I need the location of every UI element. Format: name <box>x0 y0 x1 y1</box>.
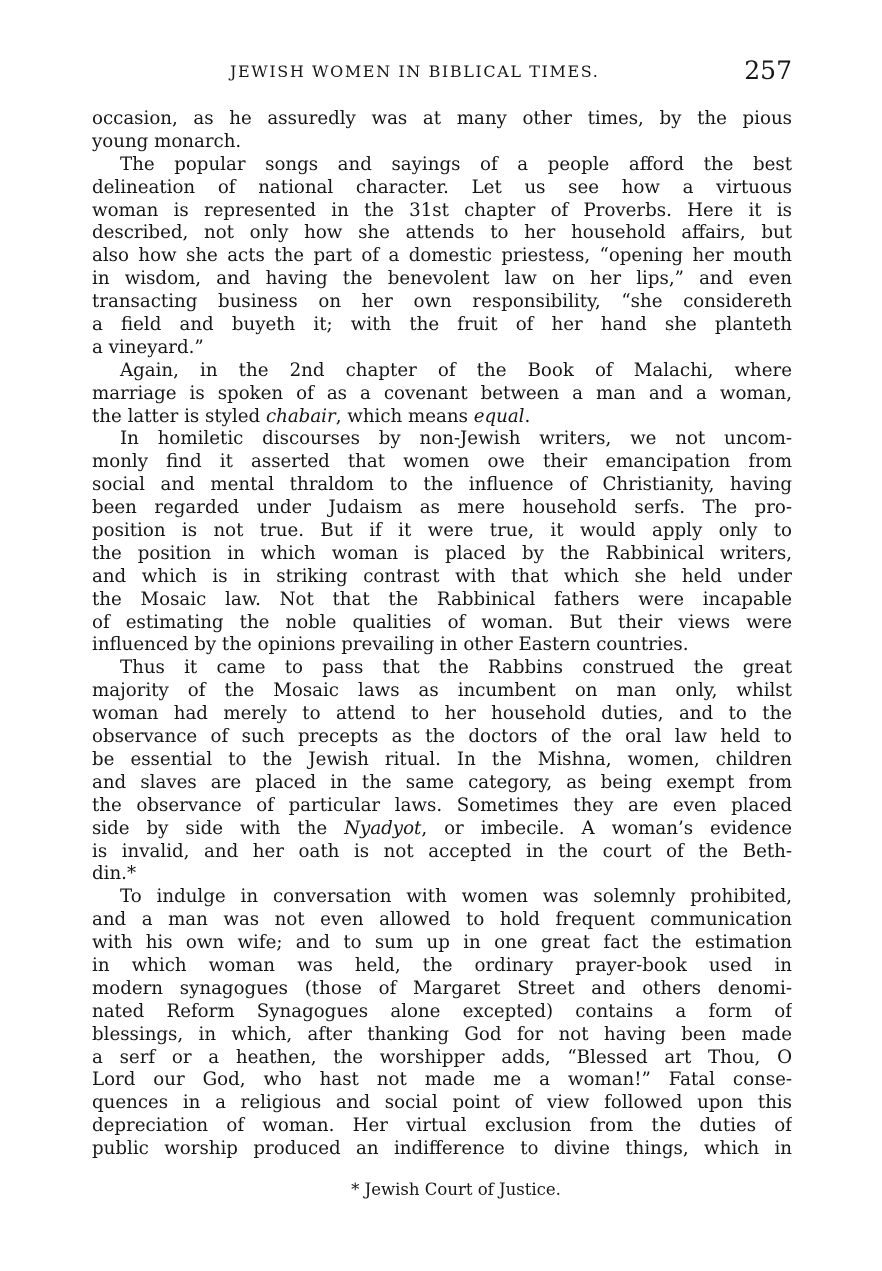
line-text: din.* <box>92 863 137 885</box>
line-text: with his own wife; and to sum up in one great fact the estimation <box>92 932 792 954</box>
text-line <box>92 703 792 726</box>
text-line <box>92 1115 792 1138</box>
line-text: To indulge in conversation with women was solemnly prohibited, <box>120 886 792 908</box>
text-line <box>92 1024 792 1047</box>
line-text: . <box>524 405 531 427</box>
text-line <box>92 1069 792 1092</box>
text-line <box>92 955 792 978</box>
text-line <box>92 886 792 909</box>
text-line <box>92 749 792 772</box>
line-text: a field and buyeth it; with the fruit of her hand she planteth <box>92 314 792 336</box>
line-text: depreciation of woman. Her virtual exclusion from the duties of <box>92 1115 792 1137</box>
running-head <box>92 56 792 90</box>
line-text: monly find it asserted that women owe their emancipation from <box>92 451 792 473</box>
line-text: The popular songs and sayings of a people afford the best <box>120 153 792 175</box>
line-text: transacting business on her own responsibility, “she considereth <box>92 291 792 313</box>
text-line <box>92 245 792 268</box>
text-line <box>92 314 792 337</box>
line-text: in wisdom, and having the benevolent law on her lips,” and even <box>92 268 792 290</box>
text-line <box>92 543 792 566</box>
text-line <box>92 428 792 451</box>
text-line <box>92 268 792 291</box>
text-line <box>92 566 792 589</box>
line-text: woman is represented in the 31st chapter of Proverbs. Here it is <box>92 199 792 221</box>
text-line <box>92 772 792 795</box>
line-text: is invalid, and her oath is not accepted in the court of the Beth- <box>92 840 792 862</box>
text-line <box>92 497 792 520</box>
text-line <box>92 406 792 429</box>
line-text: Again, in the 2nd chapter of the Book of Malachi, where <box>120 359 792 381</box>
line-text: observance of such precepts as the doctors of the oral law held to <box>92 726 792 748</box>
text-line <box>92 634 792 657</box>
line-text: position is not true. But if it were true, it would apply only to <box>92 520 792 542</box>
line-text: In homiletic discourses by non-Jewish writers, we not uncom- <box>120 428 792 450</box>
line-text: and slaves are placed in the same category, as being exempt from <box>92 771 792 793</box>
line-text: modern synagogues (those of Margaret Street and others denomi- <box>92 977 792 999</box>
text-line <box>92 291 792 314</box>
text-line <box>92 612 792 635</box>
line-text: marriage is spoken of as a covenant between a man and a woman, <box>92 382 792 404</box>
text-line <box>92 108 792 131</box>
line-text: described, not only how she attends to her household affairs, but <box>92 222 792 244</box>
line-text: young monarch. <box>92 130 242 152</box>
text-line <box>92 795 792 818</box>
running-title: JEWISH WOMEN IN BIBLICAL TIMES. <box>230 62 600 81</box>
italic-term: Nyadyot <box>344 817 422 839</box>
line-text: quences in a religious and social point of view followed upon this <box>92 1092 792 1114</box>
line-text: been regarded under Judaism as mere household serfs. The pro- <box>92 497 792 519</box>
line-text: majority of the Mosaic laws as incumbent on man only, whilst <box>92 680 792 702</box>
text-line <box>92 1138 792 1161</box>
line-text: blessings, in which, after thanking God for not having been made <box>92 1023 792 1045</box>
line-text: the observance of particular laws. Sometimes they are even placed <box>92 794 792 816</box>
text-line <box>92 589 792 612</box>
text-line <box>92 680 792 703</box>
text-line <box>92 383 792 406</box>
text-line <box>92 177 792 200</box>
text-line <box>92 474 792 497</box>
italic-term: equal <box>473 405 525 427</box>
text-line <box>92 1092 792 1115</box>
line-text: a vineyard.” <box>92 336 204 358</box>
text-line <box>92 909 792 932</box>
line-text: nated Reform Synagogues alone excepted) contains a form of <box>92 1000 792 1022</box>
line-text: the Mosaic law. Not that the Rabbinical fathers were incapable <box>92 588 792 610</box>
footnote: * Jewish Court of Justice. <box>351 1180 561 1199</box>
line-text: Lord our God, who hast not made me a woman!” Fatal conse- <box>92 1069 792 1091</box>
text-line <box>92 657 792 680</box>
line-text: and a man was not even allowed to hold frequent communication <box>92 909 792 931</box>
line-text: , which means <box>335 405 474 427</box>
line-text: delineation of national character. Let us see how a virtuous <box>92 176 792 198</box>
line-text: side by side with the <box>92 817 345 839</box>
line-text: occasion, as he assuredly was at many other times, by the pious <box>92 108 792 129</box>
text-line <box>92 1001 792 1024</box>
line-text: Thus it came to pass that the Rabbins construed the great <box>120 657 792 679</box>
page-number: 257 <box>744 56 792 85</box>
line-text: the latter is styled <box>92 405 266 427</box>
text-line <box>92 726 792 749</box>
text-line <box>92 818 792 841</box>
text-line <box>92 1047 792 1070</box>
text-line <box>92 131 792 154</box>
text-line <box>92 841 792 864</box>
line-text: a serf or a heathen, the worshipper adds, “Blessed art Thou, O <box>92 1046 792 1068</box>
text-line <box>92 200 792 223</box>
line-text: public worship produced an indifference to divine things, which in <box>92 1138 792 1160</box>
line-text: also how she acts the part of a domestic priestess, “opening her mouth <box>92 245 792 267</box>
text-line <box>92 360 792 383</box>
text-line <box>92 222 792 245</box>
line-text: influenced by the opinions prevailing in other Eastern countries. <box>92 634 689 656</box>
text-line <box>92 520 792 543</box>
text-line <box>92 337 792 360</box>
line-text: the position in which woman is placed by the Rabbinical writers, <box>92 542 792 564</box>
line-text: woman had merely to attend to her household duties, and to the <box>92 703 792 725</box>
line-text: social and mental thraldom to the influence of Christianity, having <box>92 474 792 496</box>
italic-term: chabair <box>265 405 336 427</box>
line-text: be essential to the Jewish ritual. In the Mishna, women, children <box>92 748 792 770</box>
line-text: in which woman was held, the ordinary prayer-book used in <box>92 954 792 976</box>
text-line <box>92 451 792 474</box>
text-line <box>92 932 792 955</box>
line-text: and which is in striking contrast with that which she held under <box>92 565 792 587</box>
line-text: of estimating the noble qualities of woman. But their views were <box>92 611 792 633</box>
text-line <box>92 978 792 1001</box>
body-text <box>92 108 792 1161</box>
text-line <box>92 154 792 177</box>
line-text: , or imbecile. A woman’s evidence <box>421 817 792 839</box>
text-line <box>92 863 792 886</box>
